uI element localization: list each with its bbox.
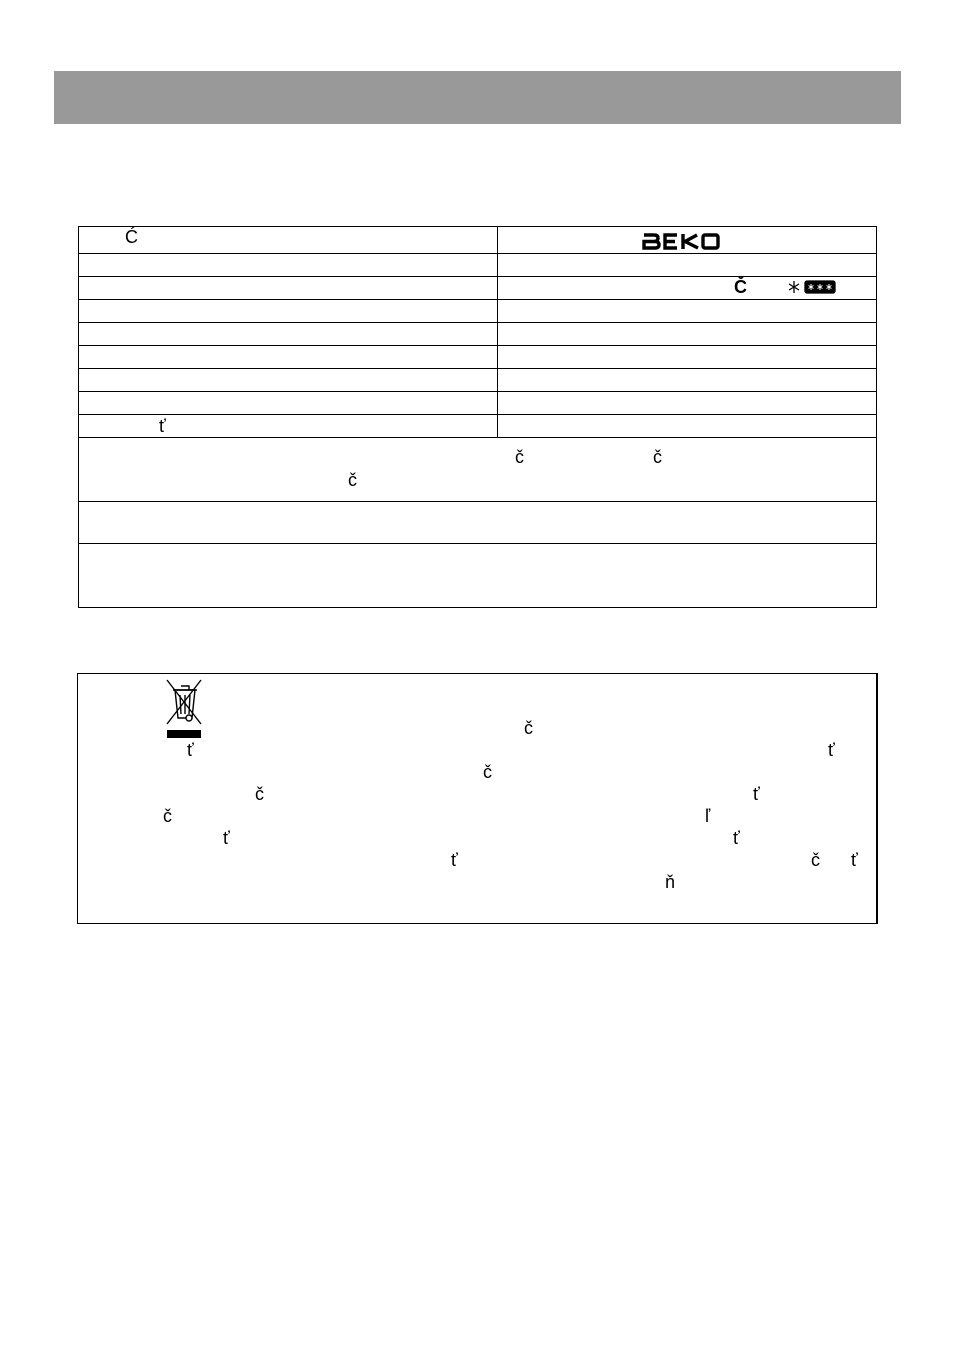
- table-row: [79, 438, 876, 502]
- table-row: [79, 392, 876, 415]
- notice-glyph: ť: [733, 828, 740, 848]
- weee-notice-box: [77, 673, 878, 924]
- notice-glyph: ň: [665, 872, 676, 892]
- header-bar: [54, 71, 901, 124]
- table-row: [79, 544, 876, 607]
- row-glyph: Ć: [125, 227, 138, 247]
- notice-glyph: ť: [851, 850, 858, 870]
- notice-glyph: ť: [223, 828, 230, 848]
- table-row: [79, 415, 876, 438]
- table-row: [79, 502, 876, 544]
- table-row: [79, 227, 876, 254]
- notice-glyph: č: [811, 850, 820, 870]
- row-glyph: č: [515, 447, 524, 467]
- row-glyph: č: [653, 447, 662, 467]
- three-star-freezer-icon: [786, 279, 836, 295]
- table-row: [79, 323, 876, 346]
- notice-glyph: č: [255, 784, 264, 804]
- crossed-out-bin-icon: [165, 678, 203, 738]
- notice-glyph: ť: [451, 850, 458, 870]
- table-row: [79, 369, 876, 392]
- notice-glyph: ť: [828, 740, 835, 760]
- table-row: [79, 277, 876, 300]
- notice-glyph: ľ: [705, 806, 711, 826]
- notice-glyph: č: [524, 718, 533, 738]
- row-glyph: č: [348, 470, 357, 490]
- notice-glyph: č: [163, 806, 172, 826]
- row-glyph: ť: [159, 416, 166, 436]
- table-row: [79, 254, 876, 277]
- row-glyph: Č: [734, 277, 747, 297]
- notice-glyph: ť: [753, 784, 760, 804]
- spec-table: [78, 226, 877, 608]
- notice-glyph: ť: [187, 740, 194, 760]
- table-row: [79, 300, 876, 323]
- beko-logo-icon: [641, 233, 721, 250]
- table-row: [79, 346, 876, 369]
- notice-glyph: č: [483, 762, 492, 782]
